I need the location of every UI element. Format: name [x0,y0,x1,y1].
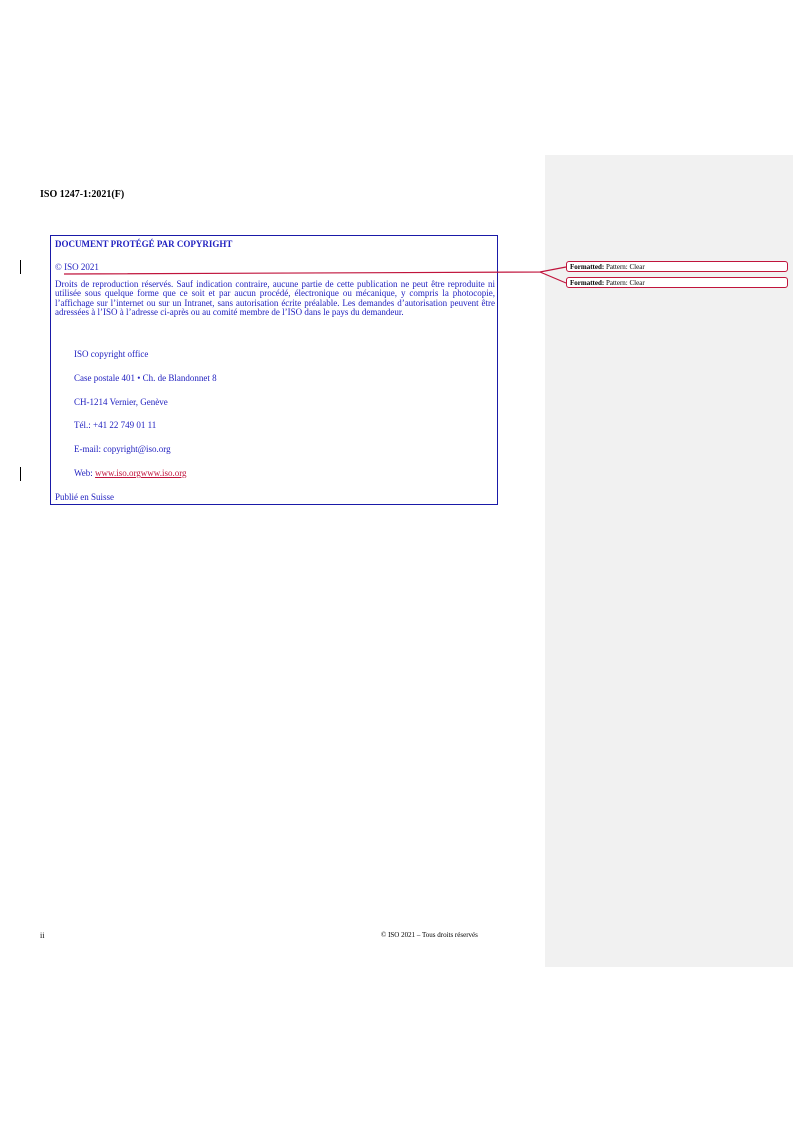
comment-balloon[interactable] [566,261,788,272]
office-line: ISO copyright office [74,349,149,359]
web-inserted-link[interactable]: www.iso.org [140,468,187,478]
address-line: Case postale 401 • Ch. de Blandonnet 8 [74,373,217,383]
phone-line: Tél.: +41 22 749 01 11 [74,420,157,430]
comment-label: Formatted: [570,263,605,271]
copyright-title: DOCUMENT PROTÉGÉ PAR COPYRIGHT [55,239,233,249]
document-header: ISO 1247-1:2021(F) [40,189,125,200]
comment-text: Pattern: Clear [605,263,645,271]
connector-line [540,272,566,283]
web-deleted-link[interactable]: www.iso.org [95,468,141,478]
copyright-year: ISO 2021 [64,262,99,272]
page-number: ii [40,931,45,940]
comment-balloon[interactable] [566,277,788,288]
comment-label: Formatted: [570,279,605,287]
city-line: CH-1214 Vernier, Genève [74,397,168,407]
email-line: E-mail: copyright@iso.org [74,444,171,454]
web-label: Web: [74,468,96,478]
comment-text: Pattern: Clear [605,279,645,287]
copyright-symbol: © [55,262,62,272]
published-line: Publié en Suisse [55,492,115,502]
footer-copyright: © ISO 2021 – Tous droits réservés [381,931,478,939]
rights-paragraph: Droits de reproduction réservés. Sauf indication contraire, aucune partie de cette publication ne peut être reproduite ni utilisée sous quelque forme que ce soit et par aucun procédé, électronique ou mécanique, y compris la photocopie, l’affichage sur l’internet ou sur un Intranet, sans autorisation écrite préalable. Les demandes d’autorisation peuvent être adressées à l’ISO à l’adresse ci-après ou au comité membre de l’ISO dans le pays du demandeur. [55,279,495,317]
connector-line [64,267,566,274]
